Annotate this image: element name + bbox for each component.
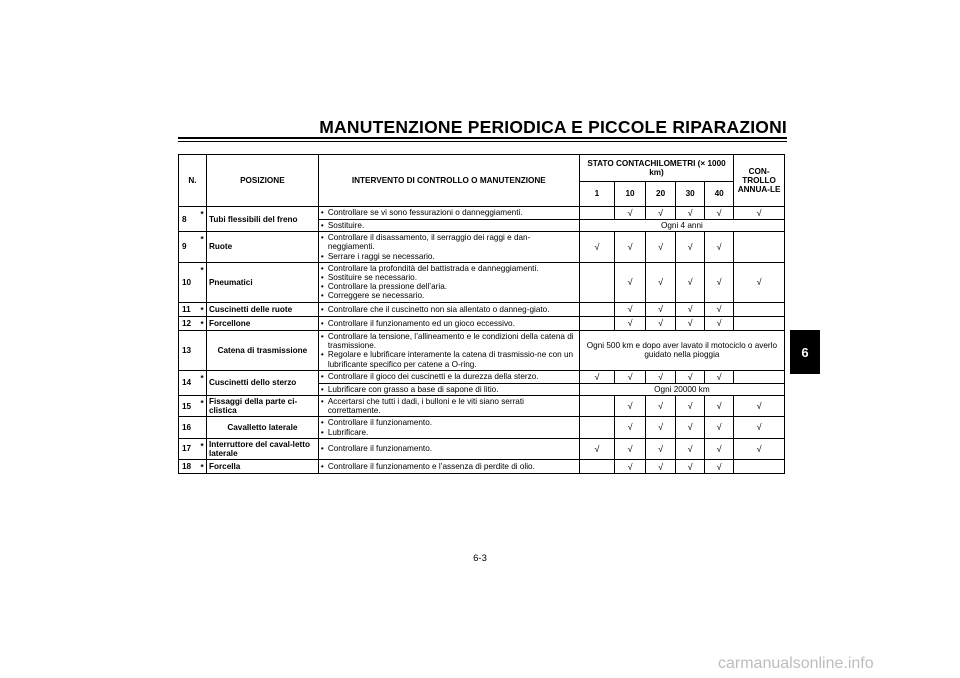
row-number: 17 xyxy=(179,438,199,459)
check-cell: √ xyxy=(676,232,705,263)
check-cell: √ xyxy=(615,417,646,438)
intervention-list xyxy=(321,397,577,415)
check-cell: √ xyxy=(676,417,705,438)
intervention-cell xyxy=(318,207,579,220)
check-cell: √ xyxy=(676,302,705,316)
intervention-cell xyxy=(318,316,579,330)
intervention-cell xyxy=(318,460,579,474)
intervention-cell xyxy=(318,370,579,383)
check-cell: √ xyxy=(705,207,734,220)
check-cell: √ xyxy=(646,262,676,302)
title-rule-thin xyxy=(178,141,787,142)
intervention-cell xyxy=(318,417,579,438)
check-cell: √ xyxy=(646,417,676,438)
row-number: 10 xyxy=(179,262,199,302)
check-cell: √ xyxy=(705,438,734,459)
check-cell: √ xyxy=(705,417,734,438)
row-star: * xyxy=(198,370,206,395)
row-star: * xyxy=(198,438,206,459)
intervention-list xyxy=(321,208,577,217)
check-cell: √ xyxy=(676,207,705,220)
check-cell xyxy=(734,370,785,383)
title-rule-thick xyxy=(178,137,787,139)
check-cell: √ xyxy=(646,395,676,416)
intervention-item: • Controllare il gioco dei cuscinetti e la durezza della sterzo. xyxy=(321,372,577,381)
watermark: carmanualsonline.info xyxy=(718,655,874,672)
row-position: Cuscinetti dello sterzo xyxy=(206,370,318,395)
check-cell: √ xyxy=(705,395,734,416)
check-cell: √ xyxy=(676,370,705,383)
check-cell xyxy=(579,395,614,416)
check-cell: √ xyxy=(705,460,734,474)
intervention-cell xyxy=(318,330,579,370)
check-cell: √ xyxy=(615,262,646,302)
intervention-cell xyxy=(318,302,579,316)
table-row xyxy=(179,262,785,302)
intervention-item: • Sostituire se necessario. xyxy=(321,273,577,282)
row-position: Catena di trasmissione xyxy=(206,330,318,370)
intervention-cell xyxy=(318,232,579,263)
check-cell xyxy=(734,460,785,474)
check-cell: √ xyxy=(734,395,785,416)
intervention-cell xyxy=(318,220,579,232)
check-cell: √ xyxy=(615,460,646,474)
check-cell: √ xyxy=(646,316,676,330)
check-cell: √ xyxy=(705,370,734,383)
check-cell: √ xyxy=(734,207,785,220)
intervention-list xyxy=(321,233,577,261)
intervention-item: • Correggere se necessario. xyxy=(321,291,577,300)
header-odometer: STATO CONTACHILOMETRI (× 1000 km) xyxy=(579,155,733,182)
table-row xyxy=(179,207,785,220)
check-cell: √ xyxy=(615,395,646,416)
header-km-20: 20 xyxy=(646,182,676,207)
check-cell: √ xyxy=(734,438,785,459)
maintenance-table xyxy=(178,154,785,474)
intervention-list xyxy=(321,332,577,369)
check-cell: √ xyxy=(676,438,705,459)
intervention-item: • Controllare il funzionamento. xyxy=(321,418,577,427)
check-cell xyxy=(579,302,614,316)
row-star: * xyxy=(198,316,206,330)
check-cell xyxy=(579,207,614,220)
header-annual: CON-TROLLO ANNUA-LE xyxy=(734,155,785,207)
row-number: 8 xyxy=(179,207,199,232)
header-n: N. xyxy=(179,155,207,207)
table-row xyxy=(179,316,785,330)
row-number: 13 xyxy=(179,330,199,370)
table-row xyxy=(179,370,785,383)
check-cell xyxy=(734,232,785,263)
intervention-list xyxy=(321,418,577,436)
check-cell: √ xyxy=(615,232,646,263)
check-cell xyxy=(579,316,614,330)
intervention-item: • Accertarsi che tutti i dadi, i bulloni e le viti siano serrati correttamente. xyxy=(321,397,577,415)
row-position: Cavalletto laterale xyxy=(206,417,318,438)
check-cell: √ xyxy=(646,207,676,220)
page-number: 6-3 xyxy=(473,553,487,564)
intervention-item: • Controllare la tensione, l’allineamento e le condizioni della catena di trasmissione. xyxy=(321,332,577,350)
table-row xyxy=(179,438,785,459)
intervention-cell xyxy=(318,262,579,302)
intervention-list xyxy=(321,305,577,314)
intervention-list xyxy=(321,372,577,381)
table-row xyxy=(179,232,785,263)
intervention-list xyxy=(321,264,577,301)
row-star: * xyxy=(198,302,206,316)
check-cell: √ xyxy=(615,316,646,330)
table-row xyxy=(179,417,785,438)
check-cell: √ xyxy=(646,370,676,383)
table-header-row xyxy=(179,155,785,182)
row-number: 16 xyxy=(179,417,199,438)
check-cell xyxy=(734,302,785,316)
row-position: Forcella xyxy=(206,460,318,474)
check-cell: √ xyxy=(579,370,614,383)
check-cell: √ xyxy=(705,262,734,302)
header-km-1: 1 xyxy=(579,182,614,207)
intervention-item: • Controllare se vi sono fessurazioni o danneggiamenti. xyxy=(321,208,577,217)
check-cell: √ xyxy=(646,302,676,316)
check-cell: √ xyxy=(676,395,705,416)
check-cell: √ xyxy=(676,262,705,302)
intervention-list xyxy=(321,462,577,471)
check-cell: √ xyxy=(705,302,734,316)
row-number: 18 xyxy=(179,460,199,474)
intervention-item: • Controllare la profondità del battistrada e danneggiamenti. xyxy=(321,264,577,273)
row-position: Ruote xyxy=(206,232,318,263)
check-cell: √ xyxy=(646,232,676,263)
check-cell: √ xyxy=(705,232,734,263)
check-cell xyxy=(579,460,614,474)
header-km-10: 10 xyxy=(615,182,646,207)
row-number: 14 xyxy=(179,370,199,395)
check-cell: √ xyxy=(615,438,646,459)
interval-note: Ogni 4 anni xyxy=(579,220,784,232)
check-cell: √ xyxy=(734,262,785,302)
row-position: Fissaggi della parte ci-clistica xyxy=(206,395,318,416)
intervention-cell xyxy=(318,383,579,395)
page-title: MANUTENZIONE PERIODICA E PICCOLE RIPARAZIONI xyxy=(319,117,787,137)
row-star xyxy=(198,417,206,438)
intervention-item: • Serrare i raggi se necessario. xyxy=(321,252,577,261)
header-position: POSIZIONE xyxy=(206,155,318,207)
row-position: Forcellone xyxy=(206,316,318,330)
row-star: * xyxy=(198,207,206,232)
interval-note: Ogni 20000 km xyxy=(579,383,784,395)
row-star: * xyxy=(198,460,206,474)
header-km-30: 30 xyxy=(676,182,705,207)
row-number: 9 xyxy=(179,232,199,263)
check-cell: √ xyxy=(579,232,614,263)
row-position: Cuscinetti delle ruote xyxy=(206,302,318,316)
check-cell xyxy=(734,316,785,330)
check-cell xyxy=(579,262,614,302)
intervention-item: • Controllare il disassamento, il serraggio dei raggi e dan-neggiamenti. xyxy=(321,233,577,251)
chapter-tab: 6 xyxy=(790,330,820,374)
intervention-cell xyxy=(318,395,579,416)
row-star: * xyxy=(198,232,206,263)
row-number: 11 xyxy=(179,302,199,316)
interval-note: Ogni 500 km e dopo aver lavato il motociclo o averlo guidato nella pioggia xyxy=(579,330,784,370)
row-star: * xyxy=(198,395,206,416)
check-cell: √ xyxy=(615,207,646,220)
check-cell: √ xyxy=(646,460,676,474)
table-row xyxy=(179,395,785,416)
row-number: 12 xyxy=(179,316,199,330)
check-cell: √ xyxy=(676,460,705,474)
check-cell: √ xyxy=(705,316,734,330)
row-star xyxy=(198,330,206,370)
intervention-list xyxy=(321,221,577,230)
intervention-item: • Regolare e lubrificare interamente la catena di trasmissio-ne con un lubrificante specifico per catene a O-ring. xyxy=(321,350,577,368)
header-km-40: 40 xyxy=(705,182,734,207)
row-star: * xyxy=(198,262,206,302)
intervention-item: • Controllare il funzionamento e l’assenza di perdite di olio. xyxy=(321,462,577,471)
table-row xyxy=(179,330,785,370)
intervention-item: • Controllare che il cuscinetto non sia allentato o danneg-giato. xyxy=(321,305,577,314)
row-position: Interruttore del caval-letto laterale xyxy=(206,438,318,459)
check-cell: √ xyxy=(579,438,614,459)
intervention-list xyxy=(321,319,577,328)
intervention-item: • Lubrificare. xyxy=(321,428,577,437)
table-row xyxy=(179,302,785,316)
table-row xyxy=(179,460,785,474)
intervention-item: • Lubrificare con grasso a base di sapone di litio. xyxy=(321,385,577,394)
check-cell: √ xyxy=(676,316,705,330)
row-position: Pneumatici xyxy=(206,262,318,302)
header-intervention: INTERVENTO DI CONTROLLO O MANUTENZIONE xyxy=(318,155,579,207)
check-cell: √ xyxy=(615,302,646,316)
check-cell: √ xyxy=(646,438,676,459)
intervention-cell xyxy=(318,438,579,459)
check-cell: √ xyxy=(615,370,646,383)
check-cell: √ xyxy=(734,417,785,438)
intervention-item: • Controllare la pressione dell’aria. xyxy=(321,282,577,291)
intervention-item: • Sostituire. xyxy=(321,221,577,230)
intervention-list xyxy=(321,385,577,394)
row-position: Tubi flessibili del freno xyxy=(206,207,318,232)
row-number: 15 xyxy=(179,395,199,416)
intervention-item: • Controllare il funzionamento. xyxy=(321,444,577,453)
intervention-item: • Controllare il funzionamento ed un gioco eccessivo. xyxy=(321,319,577,328)
intervention-list xyxy=(321,444,577,453)
check-cell xyxy=(579,417,614,438)
